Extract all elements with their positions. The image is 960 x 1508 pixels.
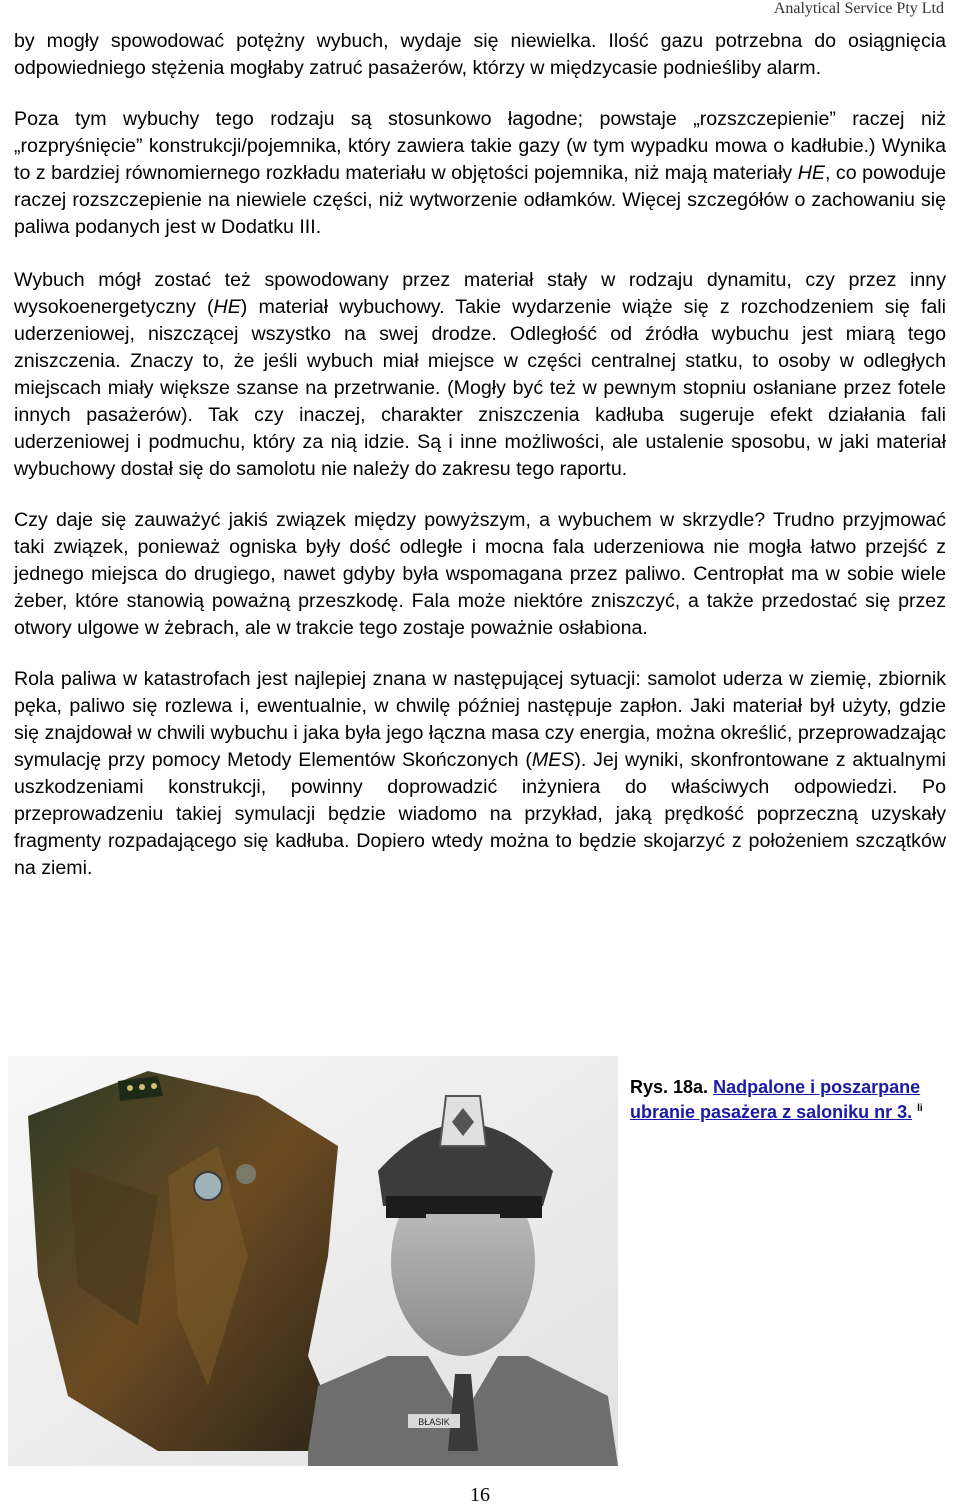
paragraph-4 (14, 507, 946, 642)
photo-collage-illustration (8, 1056, 618, 1466)
he-abbrev: HE (797, 162, 825, 184)
paragraph-5 (14, 666, 946, 882)
paragraph-1 (14, 28, 946, 82)
paragraph-5-text-a: Rola paliwa w katastrofach jest najlepiej znana w następującej sytuacji: samolot uderza w ziemię, zbiornik pęka, paliwo się rozlewa i, ewentualnie, w chwilę później następuje zapłon. Jaki materiał był użyty, gdzie się znajdował w chwili wybuchu i jaka była jego łączna masa czy energia, można określić, przeprowadzając symulację przy pomocy Metody Elementów Skończonych ( (14, 668, 946, 771)
paragraph-2-text-b: , co powoduje raczej rozszczepienie na niewiele części, niż wytworzenie odłamków. Więcej szczegółów o zachowaniu się paliwa podanych jest w Dodatku III. (14, 162, 946, 238)
figure-caption (630, 1076, 960, 1123)
page-header: Analytical Service Pty Ltd (773, 0, 944, 17)
he-abbrev: HE (213, 296, 241, 318)
paragraph-2 (14, 106, 946, 241)
paragraph-1-text: by mogły spowodować potężny wybuch, wydaje się niewielka. Ilość gazu potrzebna do osiągnięcia odpowiedniego stężenia mogłaby zatruć pasażerów, którzy w międzycasie podnieśliby alarm. (14, 30, 946, 79)
burned-jacket-image (28, 1071, 348, 1451)
caption-label: Rys. 18a. (630, 1077, 709, 1097)
paragraph-3-text-a: Wybuch mógł zostać też spowodowany przez materiał stały w rodzaju dynamitu, czy przez inny wysokoenergetyczny ( (14, 269, 946, 318)
paragraph-3-text-b: ) materiał wybuchowy. Takie wydarzenie wiąże się z rozchodzeniem się fali uderzeniowej, niszczącej wszystko na swej drodze. Odległość od źródła wybuchu jest miarą tego zniszczenia. Znaczy to, że jeśli wybuch miał miejsce w części centralnej statku, to osoby w odległych miejscach miały większe szanse na przetrwanie. (Mogły być też w pewnym stopniu osłaniane przez fotele innych pasażerów). Tak czy inaczej, charakter zniszczenia kadłuba sugeruje efekt działania fali uderzeniowej i podmuchu, który za nią idzie. Są i inne możliwości, ale ustalenie sposobu, w jaki materiał wybuchowy dostał się do samolotu nie należy do zakresu tego raportu. (14, 296, 946, 480)
mes-abbrev: MES (531, 749, 575, 771)
page-number: 16 (470, 1484, 490, 1506)
paragraph-5-text-b: ). Jej wyniki, skonfrontowane z aktualnymi uszkodzeniami konstrukcji, powinny doprowadzić inżyniera do właściwych odpowiedzi. Po przeprowadzeniu takiej symulacji będzie wiadomo na przykład, jaką prędkość poprzeczną uzyskały fragmenty rozpadającego się kadłuba. Dopiero wtedy można to będzie skojarzyć z położeniem szczątków na ziemi. (14, 749, 947, 879)
document-body (14, 28, 946, 906)
name-tag-text: BŁASIK (418, 1417, 450, 1427)
figure-photo (8, 1056, 618, 1466)
paragraph-2-text-a: Poza tym wybuchy tego rodzaju są stosunkowo łagodne; powstaje „rozszczepienie” raczej niż „rozpryśnięcie” konstrukcji/pojemnika, który zawiera takie gazy (w tym wypadku mowa o kadłubie.) Wynika to z bardziej równomiernego rozkładu materiału w objętości pojemnika, niż mają materiały (14, 108, 946, 184)
paragraph-4-text: Czy daje się zauważyć jakiś związek między powyższym, a wybuchem w skrzydle? Trudno przyjmować taki związek, ponieważ ogniska były dość odległe i mocna fala uderzeniowa nie mogła łatwo przejść z jednego miejsca do drugiego, nawet gdyby była wspomagana przez paliwo. Centropłat ma w sobie wiele żeber, które stanowią poważną przeszkodę. Fala może niektóre zniszczyć, a także przedostać się przez otwory ulgowe w żebrach, ale w trakcie tego zostaje poważnie osłabiona. (14, 509, 946, 639)
caption-footnote-ref[interactable]: li (917, 1103, 923, 1114)
caption-link[interactable]: Nadpalone i poszarpane ubranie pasażera z saloniku nr 3. (630, 1077, 921, 1122)
paragraph-3 (14, 267, 946, 483)
